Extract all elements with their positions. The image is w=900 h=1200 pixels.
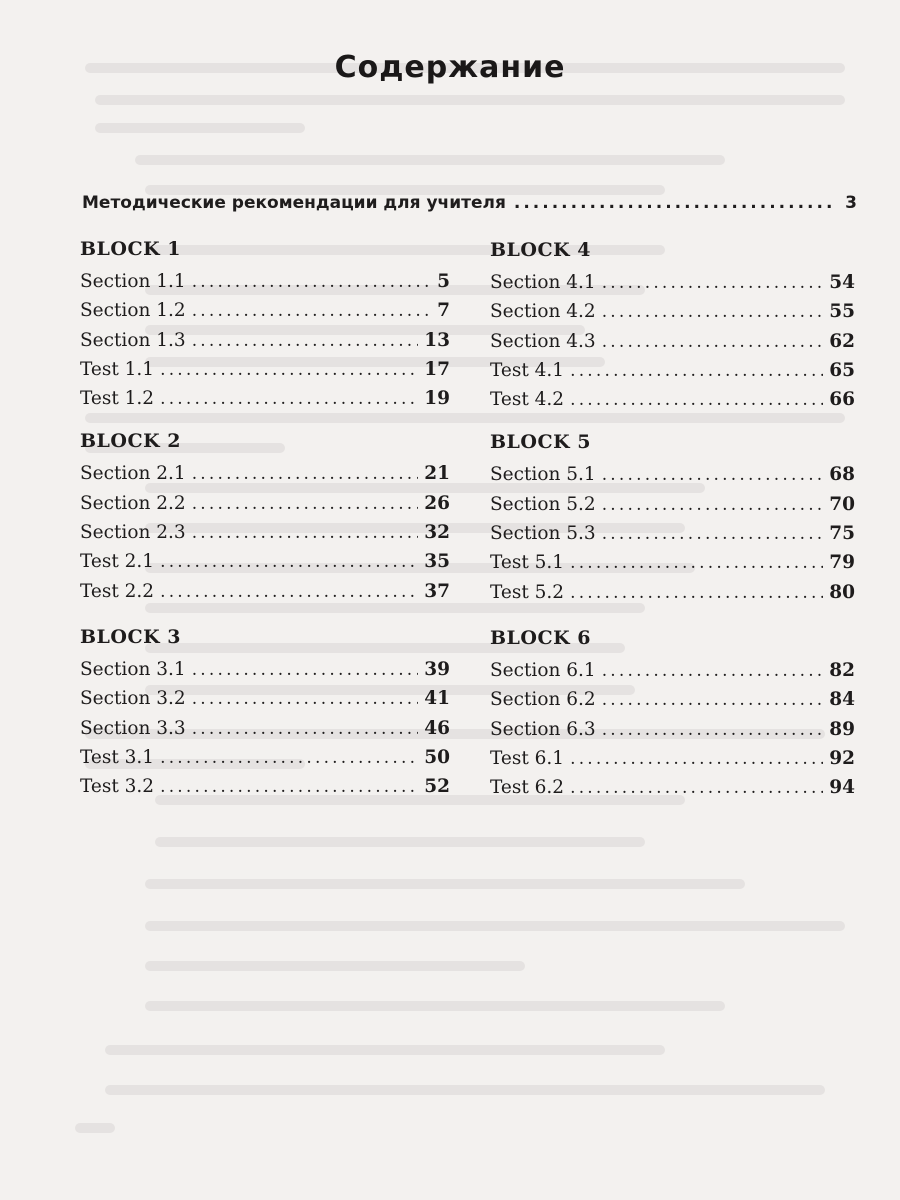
toc-entry-label: Section 4.1 [490,272,596,293]
toc-entry-label: Section 2.1 [80,463,186,485]
dot-leader [160,746,418,770]
dot-leader [602,659,824,683]
toc-page-number: 7 [437,300,450,322]
toc-entry-label: Test 6.2 [490,777,565,799]
dot-leader [570,747,823,771]
dot-leader [602,271,824,295]
dot-leader [602,463,824,487]
toc-page-number: 26 [424,492,450,514]
dot-leader [192,717,419,741]
toc-entry-label: Test 1.1 [80,358,155,380]
dot-leader [192,270,431,294]
toc-entry[interactable] [80,717,450,746]
dot-leader [602,522,824,546]
toc-page-number: 62 [829,330,855,352]
toc-page-number: 92 [829,747,855,769]
toc-entry-label: Section 6.2 [490,689,596,711]
block-spacer [80,416,450,429]
toc-page-number: 68 [829,464,855,486]
toc-page-number: 41 [424,688,450,710]
toc-block [490,238,855,417]
toc-entry-label: Test 3.1 [80,746,155,768]
dot-leader [602,493,824,517]
toc-entry[interactable] [490,463,855,492]
toc-page-number: 50 [424,746,450,768]
toc-entry-label: Section 5.3 [490,523,596,545]
dot-leader [160,775,418,799]
toc-block [80,625,450,804]
toc-page-number: 55 [829,301,855,323]
dot-leader [602,300,824,324]
toc-page-number: 13 [424,329,450,351]
block-spacer [490,610,855,626]
dot-leader [602,330,824,354]
dot-leader [570,551,823,575]
dot-leader [160,550,418,574]
dot-leader [192,687,419,711]
toc-entry[interactable] [80,387,450,416]
toc-entry-label: Section 5.1 [490,464,596,486]
dot-leader [570,359,823,383]
toc-entry[interactable] [490,522,855,551]
block-heading: BLOCK 2 [80,430,181,453]
toc-block [490,430,855,609]
toc-entry[interactable] [490,271,855,300]
dot-leader [160,580,418,604]
toc-entry[interactable] [80,550,450,579]
toc-page-number: 94 [829,777,855,799]
toc-page-number: 75 [829,523,855,545]
toc-entry-label: Section 3.3 [80,717,186,739]
toc-right-column [490,238,855,805]
toc-page-number: 54 [829,272,855,293]
toc-entry[interactable] [80,358,450,387]
page-title: Содержание [334,50,566,85]
methodological-recommendations-entry[interactable] [82,193,857,213]
toc-page-number: 17 [424,358,450,380]
dot-leader [570,776,823,800]
toc-entry[interactable] [490,388,855,417]
toc-page-number: 79 [829,552,855,574]
toc-page-number: 46 [424,717,450,739]
block-heading: BLOCK 5 [490,431,591,454]
dot-leader [192,658,419,682]
toc-page-number: 80 [829,581,855,603]
dot-leader [160,387,418,411]
toc-entry-label: Section 6.3 [490,718,596,740]
toc-page-number: 3 [845,193,857,213]
dot-leader [192,492,419,516]
toc-entry-label: Test 6.1 [490,747,565,769]
toc-entry-label: Section 4.3 [490,330,596,352]
toc-entry[interactable] [80,299,450,328]
block-heading: BLOCK 3 [80,625,181,648]
toc-entry[interactable] [490,330,855,359]
toc-left-column [80,237,450,804]
toc-entry[interactable] [80,580,450,609]
toc-entry-label: Section 3.1 [80,658,186,680]
toc-entry[interactable] [80,658,450,687]
toc-entry[interactable] [490,718,855,747]
toc-page-number: 70 [829,493,855,515]
toc-entry-label: Section 2.2 [80,492,186,514]
toc-entry-label: Test 3.2 [80,776,155,798]
block-spacer [80,609,450,625]
toc-entry-label: Section 5.2 [490,493,596,515]
toc-entry[interactable] [80,329,450,358]
toc-entry-label: Test 2.1 [80,551,155,573]
toc-entry[interactable] [80,521,450,550]
dot-leader [192,329,419,353]
block-heading: BLOCK 4 [490,239,591,261]
toc-page-number: 21 [424,463,450,485]
toc-entry[interactable] [80,270,450,299]
toc-page-number: 19 [424,388,450,410]
toc-entry[interactable] [490,776,855,805]
toc-entry-label: Section 3.2 [80,688,186,710]
toc-entry-label: Section 1.1 [80,271,186,292]
toc-block [80,237,450,416]
toc-entry-label: Test 5.2 [490,581,565,603]
toc-page-number: 35 [424,551,450,573]
toc-entry-label: Section 2.3 [80,522,186,544]
toc-entry[interactable] [490,747,855,776]
toc-entry-label: Test 4.1 [490,359,565,381]
dot-leader [570,388,823,412]
toc-entry-label: Test 5.1 [490,552,565,574]
block-spacer [490,417,855,430]
toc-block [80,429,450,608]
toc-page-number: 37 [424,580,450,602]
toc-entry-label: Section 4.2 [490,301,596,323]
toc-entry[interactable] [490,359,855,388]
toc-entry-label: Test 1.2 [80,388,155,410]
dot-leader [192,462,419,486]
toc-entry-label: Методические рекомендации для учителя [82,193,506,213]
toc-entry-label: Section 6.1 [490,659,596,681]
toc-entry[interactable] [490,300,855,329]
toc-entry[interactable] [490,688,855,717]
toc-page-number: 32 [424,522,450,544]
toc-entry[interactable] [80,687,450,716]
dot-leader [570,581,823,605]
toc-entry[interactable] [80,775,450,804]
dot-leader [514,193,837,213]
toc-page-number: 5 [437,271,450,292]
dot-leader [602,688,824,712]
toc-entry[interactable] [490,581,855,610]
dot-leader [192,299,431,323]
toc-page-number: 84 [829,689,855,711]
toc-page-number: 89 [829,718,855,740]
toc-page-number: 39 [424,658,450,680]
toc-entry[interactable] [80,492,450,521]
dot-leader [160,358,418,382]
toc-page-number: 82 [829,659,855,681]
toc-page-number: 66 [829,389,855,411]
toc-entry-label: Test 4.2 [490,389,565,411]
toc-entry[interactable] [80,462,450,491]
dot-leader [192,521,419,545]
block-heading: BLOCK 1 [80,238,181,260]
toc-entry[interactable] [490,493,855,522]
toc-page-number: 65 [829,359,855,381]
toc-entry-label: Section 1.2 [80,300,186,322]
toc-entry[interactable] [80,746,450,775]
toc-page-number: 52 [424,776,450,798]
block-heading: BLOCK 6 [490,626,591,649]
toc-entry[interactable] [490,551,855,580]
dot-leader [602,718,824,742]
toc-entry-label: Section 1.3 [80,329,186,351]
toc-entry-label: Test 2.2 [80,580,155,602]
toc-block [490,626,855,805]
toc-entry[interactable] [490,659,855,688]
